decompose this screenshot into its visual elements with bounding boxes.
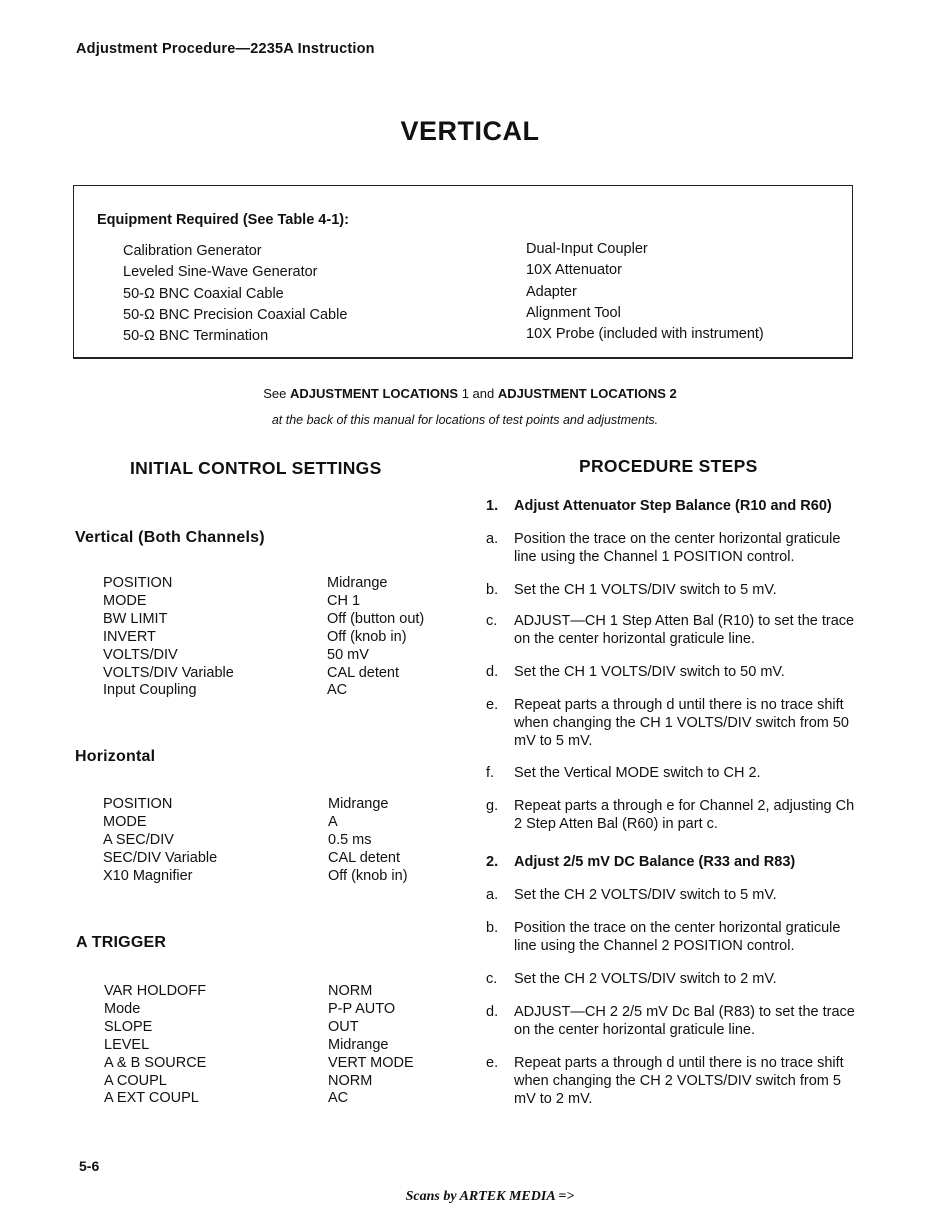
step-marker: c. xyxy=(486,971,498,987)
equipment-item: Alignment Tool xyxy=(526,304,621,321)
control-name: A & B SOURCE xyxy=(104,1054,207,1071)
equipment-item: Adapter xyxy=(526,283,577,300)
equipment-heading: Equipment Required (See Table 4-1): xyxy=(97,212,349,228)
settings-controls xyxy=(103,575,234,700)
control-setting: Midrange xyxy=(327,575,388,591)
step-marker: a. xyxy=(486,887,499,903)
step-marker: 2. xyxy=(486,854,499,870)
step-text: ADJUST—CH 2 2/5 mV Dc Bal (R83) to set the trace on the center horizontal graticule line. xyxy=(514,1004,855,1038)
step-text: Adjust Attenuator Step Balance (R10 and R60) xyxy=(514,498,832,514)
settings-controls xyxy=(104,983,206,1108)
control-name: POSITION xyxy=(103,575,173,591)
section-title: Horizontal xyxy=(75,748,156,765)
control-name: LEVEL xyxy=(104,1036,150,1053)
step-marker: g. xyxy=(486,798,499,814)
equipment-item: Dual-Input Coupler xyxy=(526,241,648,257)
step-marker: d. xyxy=(486,1004,499,1020)
control-name: BW LIMIT xyxy=(103,610,168,627)
adjustment-locations-1: ADJUSTMENT LOCATIONS xyxy=(290,386,459,401)
control-name: A COUPL xyxy=(104,1072,167,1089)
section-title: A TRIGGER xyxy=(76,934,167,951)
settings-controls xyxy=(103,796,217,886)
step-text: Repeat parts a through d until there is no trace shift when changing the CH 1 VOLTS/DIV switch from 50 mV to 5 mV. xyxy=(514,697,849,749)
control-setting: NORM xyxy=(328,1072,373,1089)
control-name: VAR HOLDOFF xyxy=(104,983,207,999)
control-setting: Off (knob in) xyxy=(327,628,407,645)
control-name: SEC/DIV Variable xyxy=(103,849,218,866)
initial-settings-heading: INITIAL CONTROL SETTINGS xyxy=(130,458,382,478)
control-name: VOLTS/DIV xyxy=(103,646,178,663)
control-name: POSITION xyxy=(103,796,173,812)
control-setting: CAL detent xyxy=(328,849,401,866)
step-marker: d. xyxy=(486,664,499,680)
control-setting: 0.5 ms xyxy=(328,831,372,848)
scan-credit: Scans by ARTEK MEDIA => xyxy=(405,1189,575,1204)
control-name: A SEC/DIV xyxy=(103,831,174,848)
control-setting: AC xyxy=(327,682,348,699)
step-marker: f. xyxy=(486,765,495,781)
control-setting: Off (knob in) xyxy=(328,867,408,884)
step-text: Repeat parts a through d until there is no trace shift when changing the CH 2 VOLTS/DIV switch from 5 mV to 2 mV. xyxy=(514,1055,844,1107)
equipment-item: Leveled Sine-Wave Generator xyxy=(123,264,318,281)
settings-values xyxy=(328,983,414,1108)
control-setting: AC xyxy=(328,1090,349,1107)
control-name: SLOPE xyxy=(104,1018,153,1035)
equipment-list-right xyxy=(526,239,764,345)
step-text: Set the CH 2 VOLTS/DIV switch to 2 mV. xyxy=(514,971,777,987)
control-setting: A xyxy=(328,813,338,830)
control-setting: Off (button out) xyxy=(327,610,425,627)
control-name: MODE xyxy=(103,813,147,830)
running-head: Adjustment Procedure—2235A Instruction xyxy=(76,41,375,57)
equipment-item: Calibration Generator xyxy=(123,243,262,259)
step-marker: e. xyxy=(486,697,499,713)
step-text: ADJUST—CH 1 Step Atten Bal (R10) to set the trace on the center horizontal graticule line. xyxy=(514,613,855,647)
step-marker: a. xyxy=(486,531,499,547)
see-word: See xyxy=(263,386,287,401)
step-marker: 1. xyxy=(486,498,499,514)
step-text: Set the CH 1 VOLTS/DIV switch to 5 mV. xyxy=(514,582,777,598)
step-marker: b. xyxy=(486,582,499,598)
page-title: VERTICAL xyxy=(400,116,540,146)
equipment-item: 50-Ω BNC Precision Coaxial Cable xyxy=(123,306,348,323)
control-setting: OUT xyxy=(328,1018,359,1035)
section-title: Vertical (Both Channels) xyxy=(75,529,265,546)
step-text: Repeat parts a through e for Channel 2, adjusting Ch 2 Step Atten Bal (R60) in part c. xyxy=(514,798,855,832)
adjustment-locations-2: ADJUSTMENT LOCATIONS 2 xyxy=(497,386,677,401)
control-name: INVERT xyxy=(103,628,156,645)
step-text: Adjust 2/5 mV DC Balance (R33 and R83) xyxy=(514,854,796,870)
control-setting: Midrange xyxy=(328,1036,389,1053)
equipment-item: 50-Ω BNC Termination xyxy=(123,328,269,345)
settings-values xyxy=(327,575,424,700)
locations-note: at the back of this manual for locations of test points and adjustments. xyxy=(271,413,659,427)
equipment-item: 10X Probe (included with instrument) xyxy=(526,326,764,343)
step-text: Position the trace on the center horizontal graticule line using the Channel 2 POSITION control. xyxy=(514,920,841,954)
control-setting: CAL detent xyxy=(327,664,400,681)
step-text: Set the CH 1 VOLTS/DIV switch to 50 mV. xyxy=(514,664,785,680)
number-and: 1 and xyxy=(461,386,495,401)
control-setting: CH 1 xyxy=(327,592,361,609)
step-marker: e. xyxy=(486,1055,499,1071)
step-text: Set the CH 2 VOLTS/DIV switch to 5 mV. xyxy=(514,887,777,903)
adjustment-locations-reference xyxy=(0,386,940,401)
control-name: Mode xyxy=(104,1000,141,1017)
control-name: A EXT COUPL xyxy=(104,1090,199,1107)
settings-values xyxy=(328,796,408,886)
procedure-steps-heading: PROCEDURE STEPS xyxy=(579,456,758,476)
page-number: 5-6 xyxy=(79,1158,100,1174)
equipment-item: 50-Ω BNC Coaxial Cable xyxy=(123,285,284,302)
control-setting: NORM xyxy=(328,983,373,999)
step-marker: b. xyxy=(486,920,499,936)
control-name: Input Coupling xyxy=(103,682,197,699)
control-name: VOLTS/DIV Variable xyxy=(103,664,234,681)
equipment-item: 10X Attenuator xyxy=(526,262,622,279)
control-setting: 50 mV xyxy=(327,646,369,663)
control-name: X10 Magnifier xyxy=(103,867,193,884)
control-setting: P-P AUTO xyxy=(328,1000,396,1017)
equipment-list-left xyxy=(123,241,347,347)
step-text: Position the trace on the center horizontal graticule line using the Channel 1 POSITION control. xyxy=(514,531,841,565)
control-setting: VERT MODE xyxy=(328,1054,414,1071)
step-marker: c. xyxy=(486,613,498,629)
control-name: MODE xyxy=(103,592,147,609)
control-setting: Midrange xyxy=(328,796,389,812)
step-text: Set the Vertical MODE switch to CH 2. xyxy=(514,765,761,781)
